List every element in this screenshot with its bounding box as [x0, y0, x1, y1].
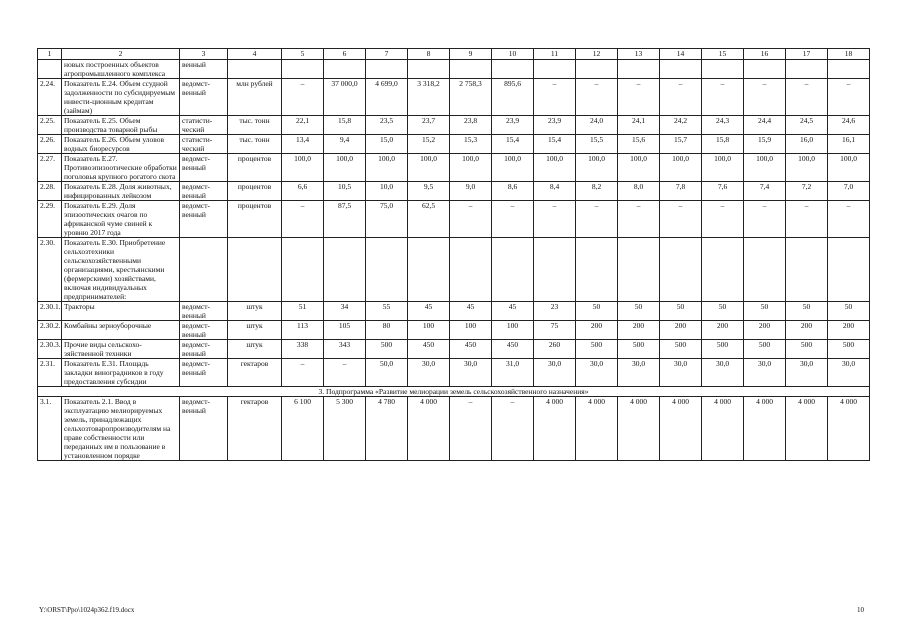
value-cell: [702, 238, 744, 302]
value-cell: 100,0: [576, 154, 618, 182]
value-cell: 23,9: [534, 116, 576, 135]
value-cell: 4 699,0: [366, 79, 408, 116]
value-cell: 500: [576, 340, 618, 359]
header-cell: 4: [228, 49, 282, 60]
value-cell: 50: [744, 302, 786, 321]
value-cell: 24,1: [618, 116, 660, 135]
value-cell: 15,3: [450, 135, 492, 154]
value-cell: 5 300: [324, 397, 366, 461]
value-cell: 50: [786, 302, 828, 321]
value-cell: –: [702, 79, 744, 116]
value-cell: 500: [618, 340, 660, 359]
value-cell: 450: [408, 340, 450, 359]
value-cell: [618, 238, 660, 302]
value-cell: 15,2: [408, 135, 450, 154]
value-cell: –: [618, 201, 660, 238]
header-cell: 10: [492, 49, 534, 60]
value-cell: 22,1: [282, 116, 324, 135]
header-row: [38, 49, 870, 60]
value-cell: 23,8: [450, 116, 492, 135]
unit: процентов: [228, 182, 282, 201]
value-cell: 200: [786, 321, 828, 340]
header-cell: 17: [786, 49, 828, 60]
row-number: 2.30.2.: [38, 321, 62, 340]
indicator-name: Показатель Е.30. Приобретение сельхозтехники сельскохозяйственными организациями, крестьянскими (фермерскими) хозяйствами, включая индивидуальных предпринимателей:: [62, 238, 180, 302]
value-cell: 31,0: [492, 359, 534, 387]
value-cell: [534, 60, 576, 79]
table-row: [38, 60, 870, 79]
value-cell: 338: [282, 340, 324, 359]
value-cell: 30,0: [786, 359, 828, 387]
value-cell: –: [492, 397, 534, 461]
value-cell: [366, 60, 408, 79]
header-cell: 15: [702, 49, 744, 60]
value-cell: 8,4: [534, 182, 576, 201]
value-cell: [786, 238, 828, 302]
value-cell: –: [450, 397, 492, 461]
value-cell: –: [702, 201, 744, 238]
data-source: ведомст-венный: [180, 340, 228, 359]
value-cell: 200: [618, 321, 660, 340]
indicator-name: Показатель Е.29. Доля эпизоотических очагов по африканской чуме свиней к уровню 2017 года: [62, 201, 180, 238]
value-cell: 500: [366, 340, 408, 359]
value-cell: –: [828, 201, 870, 238]
footer-file-path: Y:\ORST\Ppo\1024p362.f19.docx: [39, 606, 135, 614]
row-number: [38, 60, 62, 79]
value-cell: 62,5: [408, 201, 450, 238]
value-cell: 23,7: [408, 116, 450, 135]
value-cell: 15,8: [702, 135, 744, 154]
header-cell: 12: [576, 49, 618, 60]
table-row: [38, 135, 870, 154]
value-cell: 100,0: [492, 154, 534, 182]
value-cell: 50: [702, 302, 744, 321]
value-cell: 343: [324, 340, 366, 359]
value-cell: 8,2: [576, 182, 618, 201]
value-cell: 51: [282, 302, 324, 321]
data-source: ведомст-венный: [180, 302, 228, 321]
value-cell: 15,0: [366, 135, 408, 154]
table-row: [38, 79, 870, 116]
value-cell: 75,0: [366, 201, 408, 238]
value-cell: 23,5: [366, 116, 408, 135]
data-source: ведомст-венный: [180, 182, 228, 201]
value-cell: 100,0: [744, 154, 786, 182]
value-cell: –: [576, 201, 618, 238]
value-cell: 30,0: [828, 359, 870, 387]
indicator-name: Показатель Е.24. Объем ссудной задолженности по субсидируемым инвести-ционным кредитам (займам): [62, 79, 180, 116]
value-cell: 10,5: [324, 182, 366, 201]
data-source: ведомст-венный: [180, 79, 228, 116]
value-cell: 7,0: [828, 182, 870, 201]
value-cell: [744, 238, 786, 302]
row-number: 2.30.3.: [38, 340, 62, 359]
unit: гектаров: [228, 397, 282, 461]
value-cell: 200: [744, 321, 786, 340]
unit: млн рублей: [228, 79, 282, 116]
row-number: 2.25.: [38, 116, 62, 135]
unit: [228, 60, 282, 79]
indicators-table: [37, 48, 870, 461]
value-cell: [786, 60, 828, 79]
value-cell: 30,0: [534, 359, 576, 387]
value-cell: –: [744, 201, 786, 238]
value-cell: 260: [534, 340, 576, 359]
value-cell: 200: [702, 321, 744, 340]
value-cell: 24,3: [702, 116, 744, 135]
value-cell: [366, 238, 408, 302]
value-cell: 7,4: [744, 182, 786, 201]
value-cell: [534, 238, 576, 302]
value-cell: 30,0: [450, 359, 492, 387]
row-number: 2.31.: [38, 359, 62, 387]
value-cell: 4 000: [744, 397, 786, 461]
value-cell: –: [786, 201, 828, 238]
unit: штук: [228, 302, 282, 321]
value-cell: 10,0: [366, 182, 408, 201]
value-cell: –: [786, 79, 828, 116]
value-cell: [450, 60, 492, 79]
value-cell: 4 000: [702, 397, 744, 461]
data-source: ведомст-венный: [180, 397, 228, 461]
value-cell: 100,0: [828, 154, 870, 182]
indicator-name: Показатель Е.25. Объем производства товарной рыбы: [62, 116, 180, 135]
value-cell: 8,6: [492, 182, 534, 201]
value-cell: –: [618, 79, 660, 116]
row-number: 2.29.: [38, 201, 62, 238]
value-cell: 3 318,2: [408, 79, 450, 116]
value-cell: –: [576, 79, 618, 116]
value-cell: [702, 60, 744, 79]
value-cell: 500: [744, 340, 786, 359]
value-cell: 450: [492, 340, 534, 359]
value-cell: 100,0: [660, 154, 702, 182]
value-cell: [744, 60, 786, 79]
header-cell: 9: [450, 49, 492, 60]
header-cell: 14: [660, 49, 702, 60]
value-cell: [576, 60, 618, 79]
value-cell: –: [324, 359, 366, 387]
value-cell: 55: [366, 302, 408, 321]
indicator-name: Показатель Е.28. Доля животных, инфицированных лейкозом: [62, 182, 180, 201]
indicator-name: Показатель Е.31. Площадь закладки виноградников в году предоставления субсидии: [62, 359, 180, 387]
value-cell: 200: [576, 321, 618, 340]
unit: тыс. тонн: [228, 135, 282, 154]
value-cell: 100,0: [408, 154, 450, 182]
value-cell: 87,5: [324, 201, 366, 238]
value-cell: 100,0: [702, 154, 744, 182]
value-cell: 24,6: [828, 116, 870, 135]
value-cell: –: [534, 79, 576, 116]
indicator-name: Показатель Е.26. Объем уловов водных биоресурсов: [62, 135, 180, 154]
value-cell: –: [660, 79, 702, 116]
value-cell: 100,0: [534, 154, 576, 182]
value-cell: 4 000: [786, 397, 828, 461]
value-cell: 500: [828, 340, 870, 359]
value-cell: 4 000: [660, 397, 702, 461]
table-row: [38, 116, 870, 135]
unit: штук: [228, 321, 282, 340]
value-cell: 100,0: [366, 154, 408, 182]
value-cell: –: [282, 201, 324, 238]
value-cell: 24,2: [660, 116, 702, 135]
value-cell: [282, 238, 324, 302]
table-row: [38, 201, 870, 238]
value-cell: 37 000,0: [324, 79, 366, 116]
value-cell: 100,0: [450, 154, 492, 182]
value-cell: 34: [324, 302, 366, 321]
value-cell: 15,4: [534, 135, 576, 154]
data-source: ведомст-венный: [180, 201, 228, 238]
table-row: [38, 238, 870, 302]
table-row: [38, 321, 870, 340]
value-cell: 16,1: [828, 135, 870, 154]
table-row: [38, 397, 870, 461]
value-cell: 30,0: [408, 359, 450, 387]
value-cell: [660, 60, 702, 79]
value-cell: –: [492, 201, 534, 238]
value-cell: 100,0: [786, 154, 828, 182]
value-cell: 4 000: [828, 397, 870, 461]
row-number: 2.27.: [38, 154, 62, 182]
unit: штук: [228, 340, 282, 359]
row-number: 3.1.: [38, 397, 62, 461]
value-cell: 15,5: [576, 135, 618, 154]
value-cell: [408, 60, 450, 79]
value-cell: [324, 238, 366, 302]
header-cell: 18: [828, 49, 870, 60]
indicator-name: Показатель Е.27. Противоэпизоотические обработки поголовья крупного рогатого скота: [62, 154, 180, 182]
header-cell: 2: [62, 49, 180, 60]
value-cell: 50,0: [366, 359, 408, 387]
value-cell: 23: [534, 302, 576, 321]
value-cell: 80: [366, 321, 408, 340]
value-cell: 50: [828, 302, 870, 321]
value-cell: 45: [450, 302, 492, 321]
section-title: 3. Подпрограмма «Развитие мелиорации земель сельскохозяйственного назначения»: [38, 387, 870, 397]
value-cell: [492, 238, 534, 302]
value-cell: 200: [828, 321, 870, 340]
value-cell: –: [282, 359, 324, 387]
table-row: [38, 182, 870, 201]
unit: процентов: [228, 154, 282, 182]
value-cell: –: [660, 201, 702, 238]
value-cell: 500: [702, 340, 744, 359]
row-number: 2.26.: [38, 135, 62, 154]
value-cell: 15,4: [492, 135, 534, 154]
value-cell: 30,0: [576, 359, 618, 387]
value-cell: 24,5: [786, 116, 828, 135]
header-cell: 6: [324, 49, 366, 60]
value-cell: 100: [450, 321, 492, 340]
value-cell: 7,2: [786, 182, 828, 201]
value-cell: 8,0: [618, 182, 660, 201]
value-cell: 6,6: [282, 182, 324, 201]
data-source: статисти-ческий: [180, 135, 228, 154]
unit: тыс. тонн: [228, 116, 282, 135]
value-cell: 13,4: [282, 135, 324, 154]
value-cell: 100: [408, 321, 450, 340]
header-cell: 1: [38, 49, 62, 60]
value-cell: 24,4: [744, 116, 786, 135]
data-source: статисти-ческий: [180, 116, 228, 135]
header-cell: 7: [366, 49, 408, 60]
value-cell: [492, 60, 534, 79]
value-cell: 30,0: [702, 359, 744, 387]
value-cell: 113: [282, 321, 324, 340]
row-number: 2.30.: [38, 238, 62, 302]
value-cell: 7,8: [660, 182, 702, 201]
value-cell: 45: [408, 302, 450, 321]
value-cell: 45: [492, 302, 534, 321]
unit: гектаров: [228, 359, 282, 387]
value-cell: 15,7: [660, 135, 702, 154]
data-source: венный: [180, 60, 228, 79]
value-cell: [828, 60, 870, 79]
value-cell: 4 000: [534, 397, 576, 461]
value-cell: 100,0: [282, 154, 324, 182]
value-cell: 9,5: [408, 182, 450, 201]
value-cell: 4 000: [618, 397, 660, 461]
row-number: 2.24.: [38, 79, 62, 116]
value-cell: [450, 238, 492, 302]
indicator-name: Комбайны зерноуборочные: [62, 321, 180, 340]
value-cell: –: [450, 201, 492, 238]
value-cell: 23,9: [492, 116, 534, 135]
data-source: ведомст-венный: [180, 321, 228, 340]
section-row: [38, 387, 870, 397]
value-cell: 15,6: [618, 135, 660, 154]
indicator-name: новых построенных объектов агропромышленного комплекса: [62, 60, 180, 79]
header-cell: 3: [180, 49, 228, 60]
value-cell: 6 100: [282, 397, 324, 461]
table-row: [38, 154, 870, 182]
table-row: [38, 359, 870, 387]
row-number: 2.30.1.: [38, 302, 62, 321]
unit: процентов: [228, 201, 282, 238]
value-cell: 200: [660, 321, 702, 340]
value-cell: [660, 238, 702, 302]
value-cell: 15,8: [324, 116, 366, 135]
unit: [228, 238, 282, 302]
table-row: [38, 302, 870, 321]
value-cell: 4 780: [366, 397, 408, 461]
value-cell: 50: [576, 302, 618, 321]
value-cell: –: [828, 79, 870, 116]
value-cell: 30,0: [618, 359, 660, 387]
value-cell: 30,0: [744, 359, 786, 387]
value-cell: 500: [786, 340, 828, 359]
value-cell: –: [282, 79, 324, 116]
indicator-name: Прочие виды сельскохо-зяйственной техники: [62, 340, 180, 359]
page-number: 10: [857, 606, 864, 614]
value-cell: 4 000: [576, 397, 618, 461]
header-cell: 13: [618, 49, 660, 60]
header-cell: 16: [744, 49, 786, 60]
value-cell: 16,0: [786, 135, 828, 154]
value-cell: 100,0: [618, 154, 660, 182]
row-number: 2.28.: [38, 182, 62, 201]
value-cell: 30,0: [660, 359, 702, 387]
indicator-name: Тракторы: [62, 302, 180, 321]
value-cell: [618, 60, 660, 79]
value-cell: 100,0: [324, 154, 366, 182]
value-cell: 2 758,3: [450, 79, 492, 116]
header-cell: 11: [534, 49, 576, 60]
value-cell: 100: [492, 321, 534, 340]
data-source: ведомст-венный: [180, 154, 228, 182]
value-cell: [324, 60, 366, 79]
value-cell: [828, 238, 870, 302]
value-cell: 7,6: [702, 182, 744, 201]
value-cell: 75: [534, 321, 576, 340]
data-source: [180, 238, 228, 302]
header-cell: 8: [408, 49, 450, 60]
value-cell: 24,0: [576, 116, 618, 135]
value-cell: 895,6: [492, 79, 534, 116]
value-cell: 50: [618, 302, 660, 321]
value-cell: [282, 60, 324, 79]
value-cell: 450: [450, 340, 492, 359]
header-cell: 5: [282, 49, 324, 60]
value-cell: 9,0: [450, 182, 492, 201]
value-cell: 15,9: [744, 135, 786, 154]
value-cell: 4 000: [408, 397, 450, 461]
data-source: ведомст-венный: [180, 359, 228, 387]
value-cell: [408, 238, 450, 302]
table-row: [38, 340, 870, 359]
value-cell: 50: [660, 302, 702, 321]
value-cell: 9,4: [324, 135, 366, 154]
value-cell: –: [744, 79, 786, 116]
value-cell: 500: [660, 340, 702, 359]
indicator-name: Показатель 2.1. Ввод в эксплуатацию мелиорируемых земель, принадлежащих сельхозтоваропроизводителям на праве собственности или переданных им в пользование в установленном порядке: [62, 397, 180, 461]
value-cell: 105: [324, 321, 366, 340]
value-cell: –: [534, 201, 576, 238]
value-cell: [576, 238, 618, 302]
